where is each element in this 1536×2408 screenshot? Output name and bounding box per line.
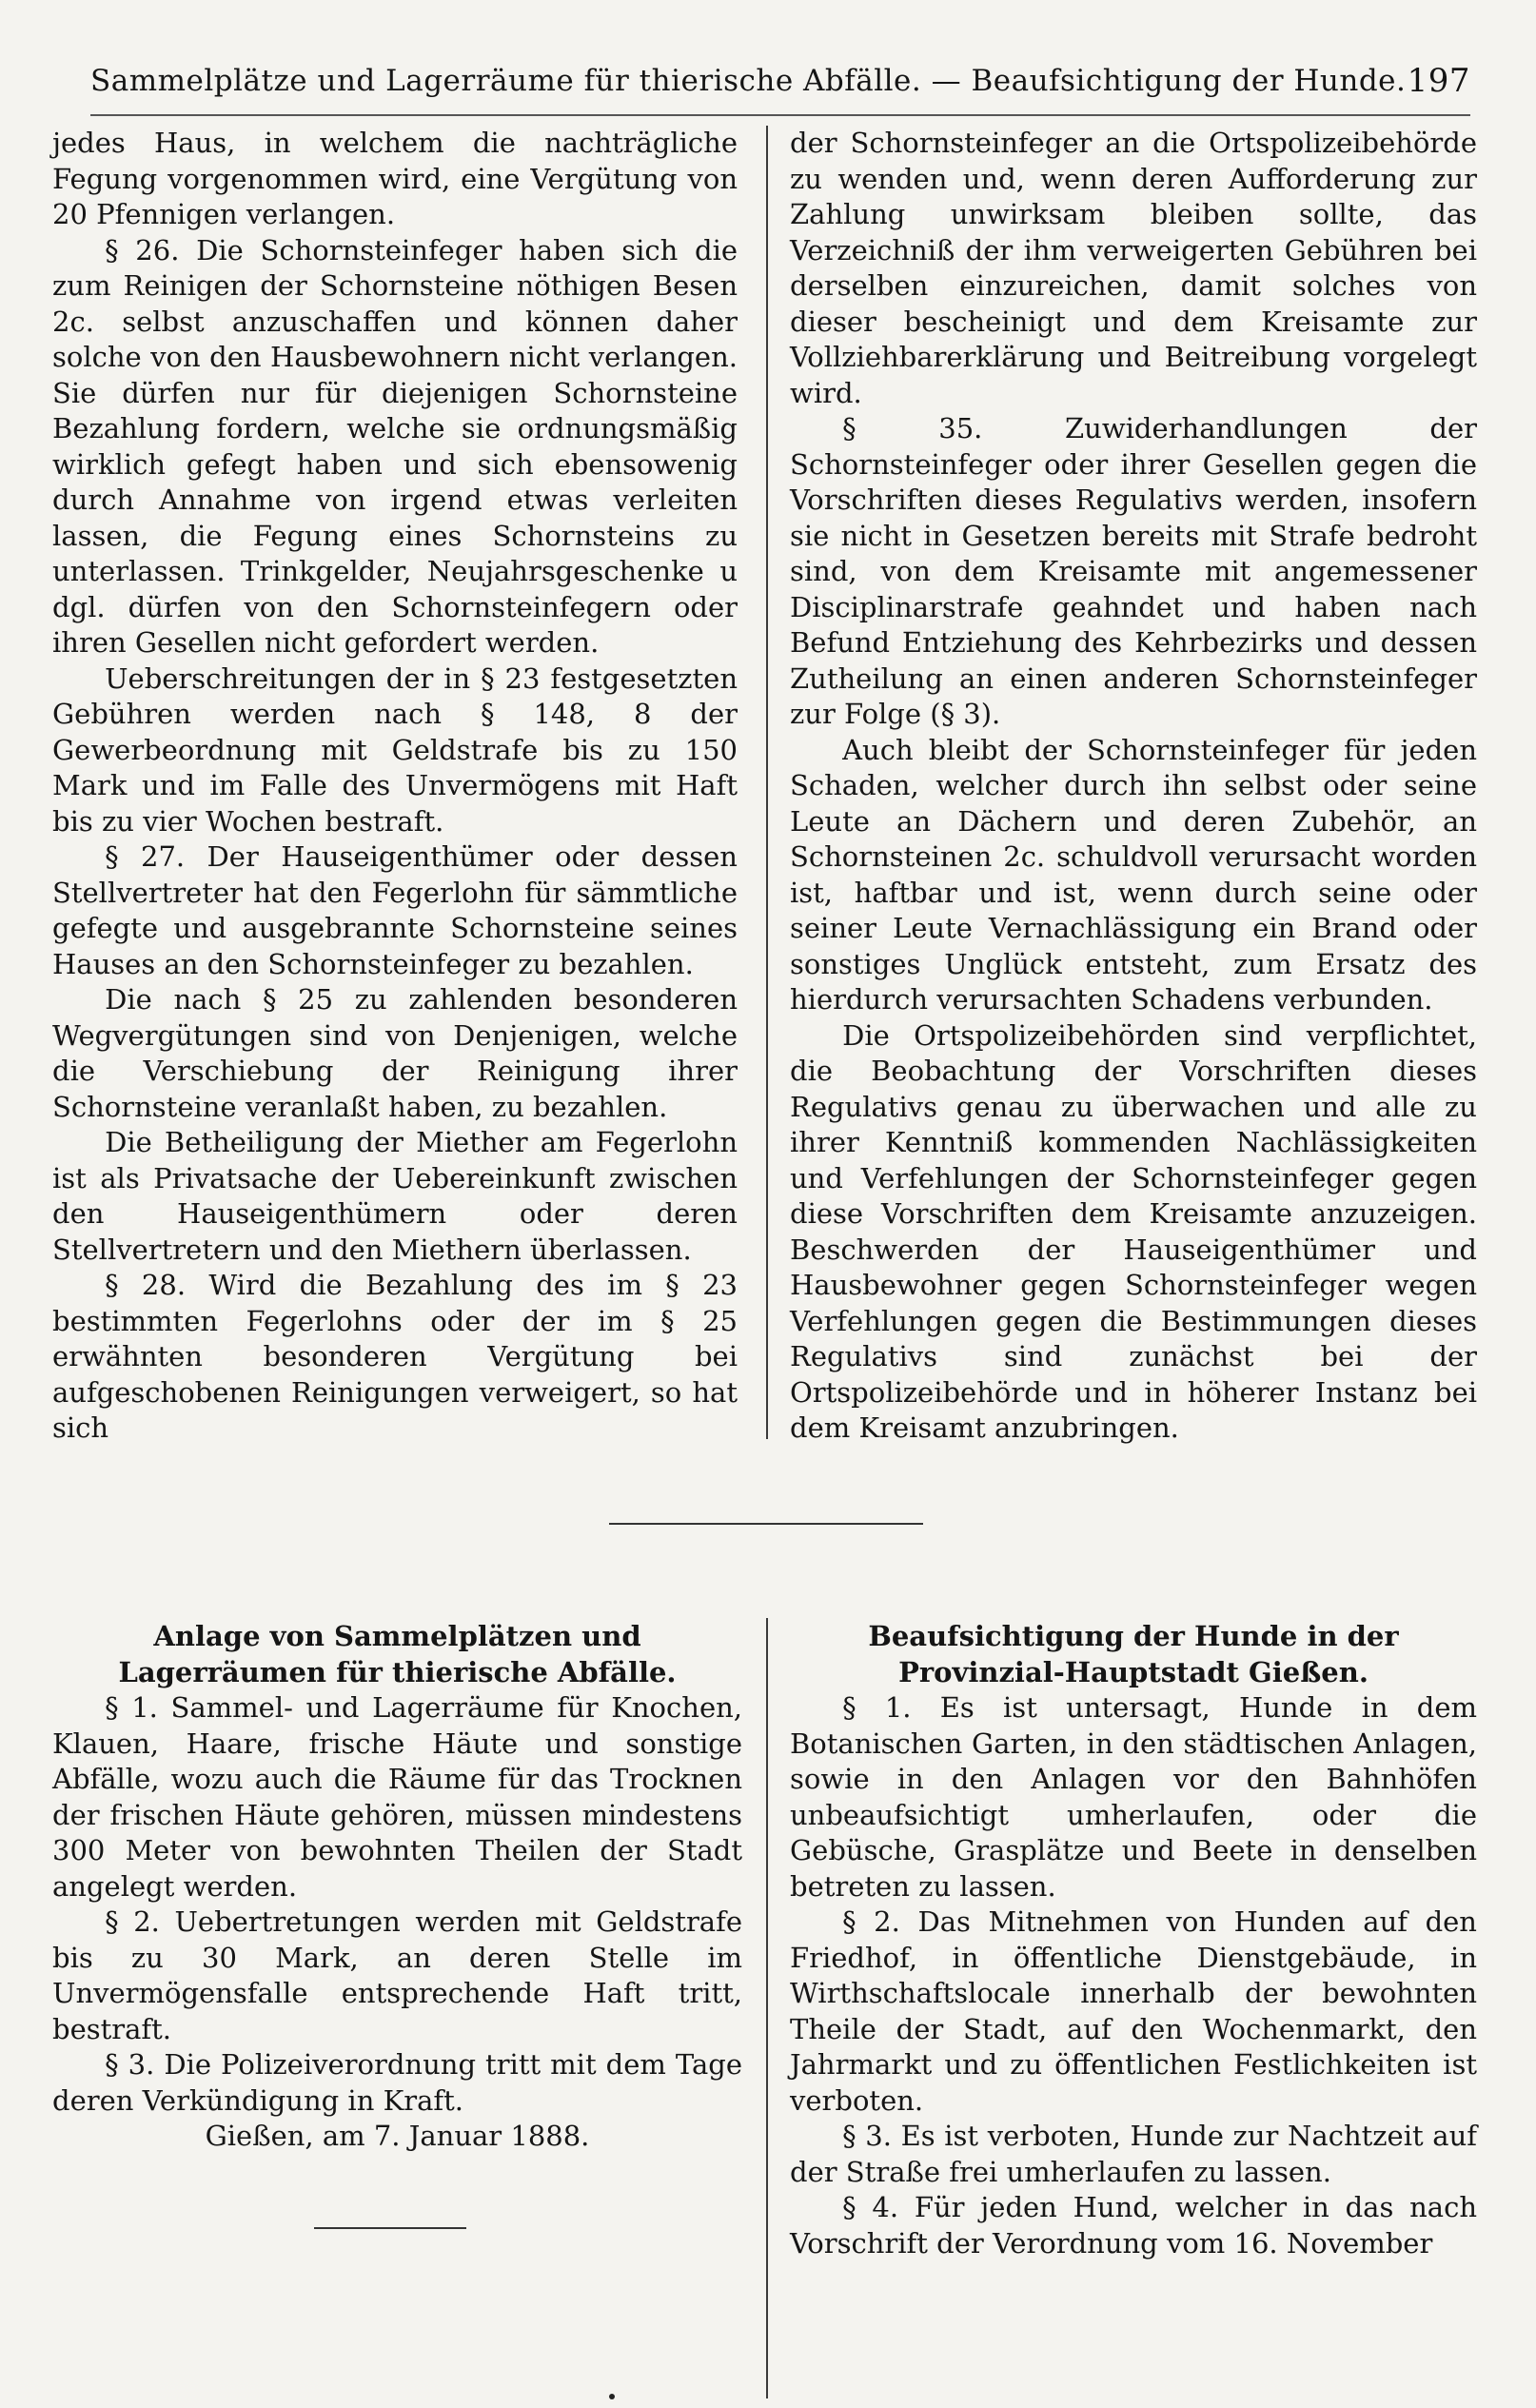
paragraph: § 2. Uebertretungen werden mit Geldstrafe bis zu 30 Mark, an deren Stelle im Unvermögensfalle entsprechende Haft tritt, bestraft. — [52, 1905, 742, 2045]
ink-mark — [609, 2394, 615, 2399]
paragraph: jedes Haus, in welchem die nachträgliche Fegung vorgenommen wird, eine Vergütung von 20 Pfennigen verlangen. — [52, 127, 738, 230]
paragraph: § 3. Es ist verboten, Hunde zur Nachtzeit auf der Straße frei umherlaufen zu lassen. — [790, 2120, 1477, 2188]
bottom-left-section — [52, 1618, 742, 2237]
paragraph: § 4. Für jeden Hund, welcher in das nach Vorschrift der Verordnung vom 16. November — [790, 2191, 1477, 2260]
paragraph: Die Ortspolizeibehörden sind verpflichtet, die Beobachtung der Vorschriften dieses Regulativs genau zu überwachen und alle zu ihrer Kenntniß kommenden Nachlässigkeiten und Verfehlungen der Schornsteinfeger gegen diese Vorschriften dem Kreisamte anzuzeigen. Beschwerden der Hauseigenthümer und Hausbewohner gegen Schornsteinfeger wegen Verfehlungen gegen die Bestimmungen dieses Regulativs sind zunächst bei der Ortspolizeibehörde und in höherer Instanz bei dem Kreisamt anzubringen. — [790, 1018, 1477, 1444]
column-divider — [766, 126, 768, 1439]
paragraph: § 27. Der Hauseigenthümer oder dessen Stellvertreter hat den Fegerlohn für sämmtliche gefegte und ausgebrannte Schornsteine seines Hauses an den Schornsteinfeger zu bezahlen. — [52, 840, 738, 980]
top-right-column — [790, 126, 1477, 1444]
paragraph: § 26. Die Schornsteinfeger haben sich die zum Reinigen der Schornsteine nöthigen Besen 2c. selbst anzuschaffen und können daher solche von den Hausbewohnern nicht verlangen. Sie dürfen nur für diejenigen Schornsteine Bezahlung fordern, welche sie ordnungsmäßig wirklich gefegt haben und sich ebensowenig durch Annahme von irgend etwas verleiten lassen, die Fegung eines Schornsteins zu unterlassen. Trinkgelder, Neujahrsgeschenke u dgl. dürfen von den Schornsteinfegern oder ihren Gesellen nicht gefordert werden. — [52, 233, 738, 659]
paragraph: der Schornsteinfeger an die Ortspolizeibehörde zu wenden und, wenn deren Aufforderung zur Zahlung unwirksam bleiben sollte, das Verzeichniß der ihm verweigerten Gebühren bei derselben einzureichen, damit solches von dieser bescheinigt und dem Kreisamte zur Vollziehbarerklärung und Beitreibung vorgelegt wird. — [790, 127, 1477, 409]
running-title: Sammelplätze und Lagerräume für thierische Abfälle. — Beaufsichtigung der Hunde. — [90, 64, 1407, 98]
page-number: 197 — [1407, 62, 1470, 100]
paragraph: § 3. Die Polizeiverordnung tritt mit dem Tage deren Verkündigung in Kraft. — [52, 2048, 742, 2117]
paragraph: § 2. Das Mitnehmen von Hunden auf den Friedhof, in öffentliche Dienstgebäude, in Wirthschaftslocale innerhalb der bewohnten Theile der Stadt, auf den Wochenmarkt, den Jahrmarkt und zu öffentlichen Festlichkeiten ist verboten. — [790, 1905, 1477, 2117]
paragraph: § 28. Wird die Bezahlung des im § 23 bestimmten Fegerlohns oder der im § 25 erwähnten besonderen Vergütung bei aufgeschobenen Reinigungen verweigert, so hat sich — [52, 1269, 738, 1444]
signature-line: Gießen, am 7. Januar 1888. — [205, 2120, 590, 2152]
closing-rule — [314, 2227, 466, 2229]
top-left-column — [52, 126, 738, 1444]
section-separator — [609, 1523, 923, 1525]
paragraph: § 1. Es ist untersagt, Hunde in dem Botanischen Garten, in den städtischen Anlagen, sowie in den Anlagen vor den Bahnhöfen unbeaufsichtigt umherlaufen, oder die Gebüsche, Grasplätze und Beete in denselben betreten zu lassen. — [790, 1691, 1477, 1903]
column-divider — [766, 1618, 768, 2398]
running-header — [90, 48, 1470, 116]
paragraph: Die Betheiligung der Miether am Fegerlohn ist als Privatsache der Uebereinkunft zwischen den Hauseigenthümern oder deren Stellvertretern und den Miethern überlassen. — [52, 1126, 738, 1266]
paragraph: § 1. Sammel- und Lagerräume für Knochen, Klauen, Haare, frische Häute und sonstige Abfälle, wozu auch die Räume für das Trocknen der frischen Häute gehören, müssen mindestens 300 Meter von bewohnten Theilen der Stadt angelegt werden. — [52, 1691, 742, 1903]
paragraph: Die nach § 25 zu zahlenden besonderen Wegvergütungen sind von Denjenigen, welche die Verschiebung der Reinigung ihrer Schornsteine veranlaßt haben, zu bezahlen. — [52, 983, 738, 1123]
section-title: Anlage von Sammelplätzen und Lagerräumen für thierische Abfälle. — [118, 1620, 677, 1688]
paragraph: Auch bleibt der Schornsteinfeger für jeden Schaden, welcher durch ihn selbst oder seine Leute an Dächern und deren Zubehör, an Schornsteinen 2c. schuldvoll verursacht worden ist, haftbar und ist, wenn durch seine oder seiner Leute Vernachlässigung ein Brand oder sonstiges Unglück entsteht, zum Ersatz des hierdurch verursachten Schadens verbunden. — [790, 733, 1477, 1016]
section-title: Beaufsichtigung der Hunde in der Provinzial-Hauptstadt Gießen. — [868, 1620, 1399, 1688]
bottom-right-section — [790, 1618, 1477, 2398]
paragraph: Ueberschreitungen der in § 23 festgesetzten Gebühren werden nach § 148, 8 der Gewerbeordnung mit Geldstrafe bis zu 150 Mark und im Falle des Unvermögens mit Haft bis zu vier Wochen bestraft. — [52, 661, 738, 838]
paragraph: § 35. Zuwiderhandlungen der Schornsteinfeger oder ihrer Gesellen gegen die Vorschriften dieses Regulativs werden, insofern sie nicht in Gesetzen bereits mit Strafe bedroht sind, von dem Kreisamte mit angemessener Disciplinarstrafe geahndet und haben nach Befund Entziehung des Kehrbezirks und dessen Zutheilung an einen anderen Schornsteinfeger zur Folge (§ 3). — [790, 412, 1477, 730]
